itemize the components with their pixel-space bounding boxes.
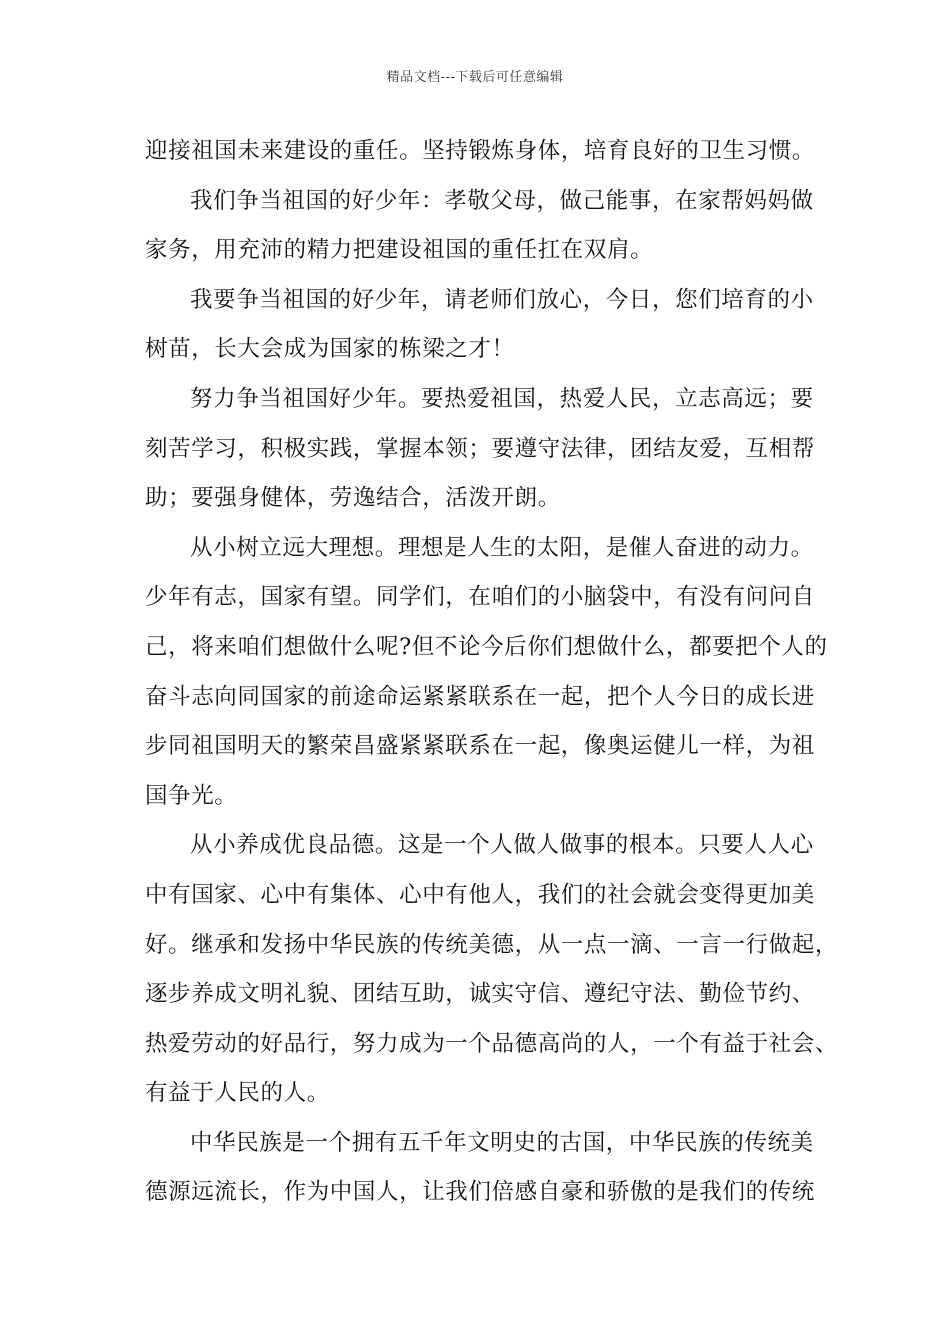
paragraph-first-line: 我们争当祖国的好少年：孝敬父母，做己能事，在家帮妈妈做 [190, 187, 814, 214]
text-line: 迎接祖国未来建设的重任。坚持锻炼身体，培育良好的卫生习惯。 [145, 138, 815, 164]
text-line: 树苗，长大会成为国家的栋梁之才！ [145, 336, 515, 363]
page-header: 精品文档---下载后可任意编辑 [386, 70, 564, 85]
text-line: 奋斗志向同国家的前途命运紧紧联系在一起，把个人今日的成长进 [145, 683, 815, 710]
text-line: 有益于人民的人。 [145, 1080, 330, 1107]
paragraph-first-line: 努力争当祖国好少年。要热爱祖国，热爱人民，立志高远；要 [190, 385, 814, 412]
text-line: 德源远流长，作为中国人，让我们倍感自豪和骄傲的是我们的传统 [145, 1179, 815, 1206]
text-line: 热爱劳动的好品行，努力成为一个品德高尚的人，一个有益于社会、 [145, 1030, 839, 1057]
text-line: 少年有志，国家有望。同学们，在咱们的小脑袋中，有没有问问自 [145, 584, 815, 611]
paragraph-first-line: 从小养成优良品德。这是一个人做人做事的根本。只要人人心 [190, 832, 814, 859]
text-line: 步同祖国明天的繁荣昌盛紧紧联系在一起，像奥运健儿一样，为祖 [145, 733, 815, 760]
text-line: 逐步养成文明礼貌、团结互助，诚实守信、遵纪守法、勤俭节约、 [145, 981, 815, 1008]
text-line: 家务，用充沛的精力把建设祖国的重任扛在双肩。 [145, 237, 654, 264]
text-line: 好。继承和发扬中华民族的传统美德，从一点一滴、一言一行做起， [145, 931, 839, 958]
text-line: 刻苦学习，积极实践，掌握本领；要遵守法律，团结友爱，互相帮 [145, 435, 815, 462]
text-line: 国争光。 [145, 782, 238, 809]
paragraph-first-line: 从小树立远大理想。理想是人生的太阳，是催人奋进的动力。 [190, 534, 814, 561]
paragraph-first-line: 中华民族是一个拥有五千年文明史的古国，中华民族的传统美 [190, 1129, 814, 1156]
text-line: 助；要强身健体，劳逸结合，活泼开朗。 [145, 485, 561, 512]
text-line: 中有国家、心中有集体、心中有他人，我们的社会就会变得更加美 [145, 881, 815, 908]
paragraph-first-line: 我要争当祖国的好少年，请老师们放心，今日，您们培育的小 [190, 286, 814, 313]
text-line: 己，将来咱们想做什么呢?但不论今后你们想做什么，都要把个人的 [145, 633, 828, 660]
document-body [145, 127, 839, 1218]
